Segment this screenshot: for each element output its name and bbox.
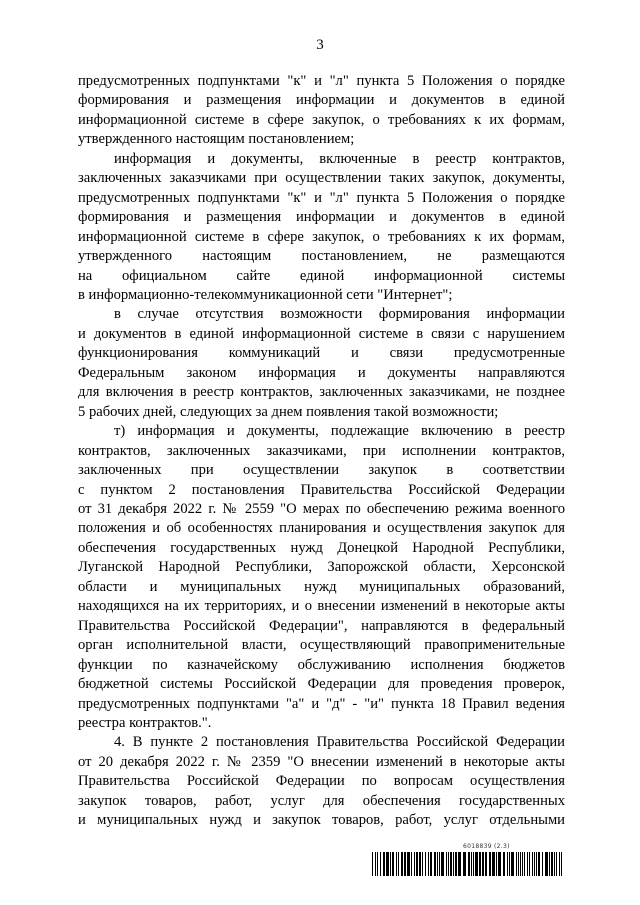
text-line: информация и документы, включенные в реестр контрактов,: [114, 150, 565, 167]
text-line: Правительства Российской Федерации по вопросам осуществления: [78, 773, 565, 790]
text-line: реестра контрактов.".: [78, 714, 212, 731]
text-line: 5 рабочих дней, следующих за днем появления такой возможности;: [78, 403, 499, 420]
text-line: предусмотренных подпунктами "к" и "л" пункта 5 Положения о порядке: [78, 189, 565, 206]
text-line: информационной системе в сфере закупок, о требованиях к их формам,: [78, 228, 565, 245]
text-line: формирования и размещения информации и документов в единой: [78, 92, 565, 109]
text-line: находящихся на их территориях, и о внесении изменений в некоторые акты: [78, 598, 565, 615]
text-line: для включения в реестр контрактов, заключенных заказчиками, не позднее: [78, 384, 565, 401]
text-line: контрактов, заключенных заказчиками, при исполнении контрактов,: [78, 442, 565, 459]
text-line: на официальном сайте единой информационной системы: [78, 267, 565, 284]
text-line: с пунктом 2 постановления Правительства Российской Федерации: [78, 481, 565, 498]
text-line: от 31 декабря 2022 г. № 2559 "О мерах по обеспечению режима военного: [78, 500, 565, 517]
text-line: 4. В пункте 2 постановления Правительства Российской Федерации: [114, 734, 565, 751]
text-line: области и муниципальных нужд муниципальных образований,: [78, 578, 565, 595]
text-line: орган исполнительной власти, осуществляющий правоприменительные: [78, 637, 565, 654]
document-body: [78, 72, 565, 831]
text-line: утвержденного настоящим постановлением, не размещаются: [78, 248, 565, 265]
text-line: и документов в единой информационной системе в связи с нарушением: [78, 325, 565, 342]
text-line: бюджетной системы Российской Федерации для проведения проверок,: [78, 676, 565, 693]
text-line: утвержденного настоящим постановлением;: [78, 131, 355, 148]
text-line: в информационно-телекоммуникационной сети "Интернет";: [78, 286, 453, 303]
text-line: закупок товаров, работ, услуг для обеспечения государственных: [78, 792, 565, 809]
text-line: и муниципальных нужд и закупок товаров, работ, услуг отдельными: [78, 812, 565, 829]
text-line: функционирования коммуникаций и связи предусмотренные: [78, 345, 565, 362]
barcode-caption: 6018839 (2.3): [463, 843, 510, 850]
text-line: предусмотренных подпунктами "к" и "л" пункта 5 Положения о порядке: [78, 73, 565, 89]
text-line: Федеральным законом информация и документы направляются: [78, 364, 565, 381]
text-line: информационной системе в сфере закупок, о требованиях к их формам,: [78, 111, 565, 128]
text-line: заключенных заказчиками при осуществлении таких закупок, документы,: [78, 170, 565, 187]
text-line: Луганской Народной Республики, Запорожской области, Херсонской: [78, 559, 565, 576]
barcode-icon: [372, 852, 562, 876]
text-line: функции по казначейскому обслуживанию исполнения бюджетов: [78, 656, 565, 673]
text-line: Правительства Российской Федерации", направляются в федеральный: [78, 617, 565, 634]
text-line: предусмотренных подпунктами "а" и "д" - "и" пункта 18 Правил ведения: [78, 695, 565, 712]
text-line: формирования и размещения информации и документов в единой: [78, 209, 565, 226]
page-number: 3: [316, 37, 324, 53]
text-line: в случае отсутствия возможности формирования информации: [114, 306, 565, 323]
text-line: обеспечения государственных нужд Донецкой Народной Республики,: [78, 539, 565, 556]
text-line: от 20 декабря 2022 г. № 2359 "О внесении изменений в некоторые акты: [78, 753, 565, 770]
text-line: заключенных при осуществлении закупок в соответствии: [78, 462, 565, 479]
text-line: положения и об особенностях планирования и осуществления закупок для: [78, 520, 565, 537]
text-line: т) информация и документы, подлежащие включению в реестр: [114, 423, 565, 440]
